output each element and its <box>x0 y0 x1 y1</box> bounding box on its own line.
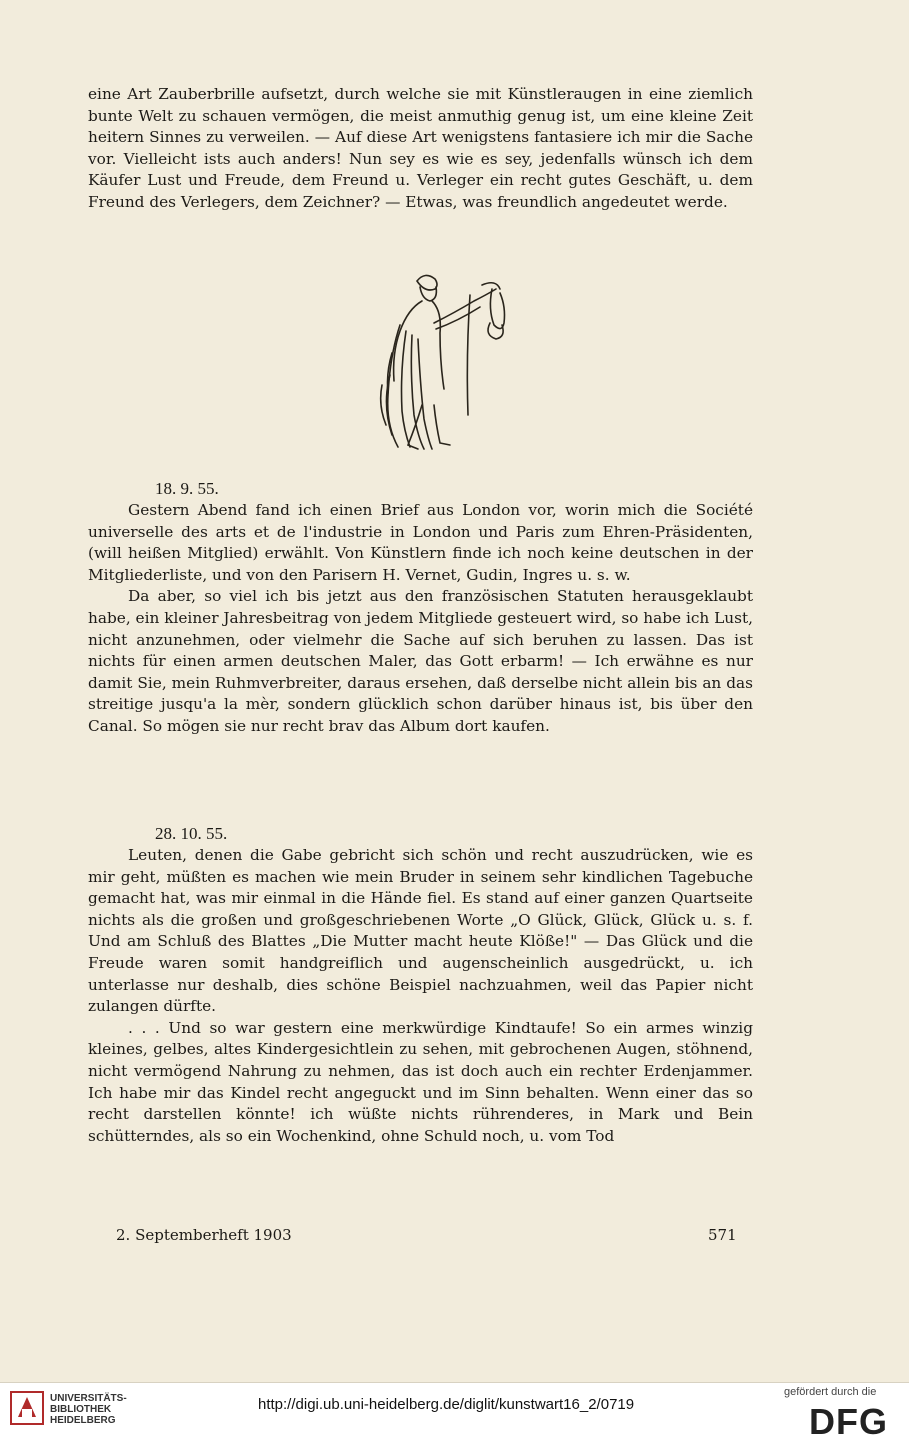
paragraph-text: . . . Und so war gestern eine merkwürdige Kindtaufe! So ein armes winzig kleines, gelbes, altes Kindergesichtlein zu sehen, mit gebrochenen Augen, stöhnend, nicht vermögend Nahrung zu nehmen, das ist doch auch ein rechter Erdenjammer. Ich habe mir das Kindel recht angeguckt und im Sinn behalten. Wenn einer das so recht darstellen könnte! ich wüßte nichts rührenderes, in Mark und Bein schütterndes, als so ein Wochenkind, ohne Schuld noch, u. vom Tod <box>88 1018 753 1145</box>
permalink-url[interactable]: http://digi.ub.uni-heidelberg.de/diglit/kunstwart16_2/0719 <box>258 1396 635 1413</box>
dfg-logo: DFG <box>809 1401 888 1442</box>
library-name: UNIVERSITÄTS- BIBLIOTHEK HEIDELBERG <box>50 1393 127 1426</box>
opening-paragraph <box>88 84 753 214</box>
viewer-footer-bar <box>0 1382 909 1449</box>
entry-1855-10-28 <box>88 823 753 1147</box>
page-number: 571 <box>708 1226 737 1244</box>
paragraph-text: Da aber, so viel ich bis jetzt aus den französischen Statuten herausgeklaubt habe, ein kleiner Jahresbeitrag von jedem Mitgliede gesteuert wird, so habe ich Lust, nicht anzunehmen, oder vielmehr die Sache auf sich beruhen zu lassen. Das ist nichts für einen armen deutschen Maler, das Gott erbarm! — Ich erwähne es nur damit Sie, mein Ruhmverbreiter, daraus ersehen, daß derselbe nicht allein bis an das streitige jusqu'a la mèr, sondern glücklich schon darüber hinaus ist, bis über den Canal. So mögen sie nur recht brav das Album dort kaufen. <box>88 587 753 735</box>
paragraph-text: Leuten, denen die Gabe gebricht sich schön und recht auszudrücken, wie es mir geht, müßten es machen wie mein Bruder in seinem sehr kindlichen Tagebuche gemacht hat, was mir einmal in die Hände fiel. Es stand auf einer ganzen Quartseite nichts als die großen und großgeschriebenen Worte „O Glück, Glück, Glück u. s. f. Und am Schluß des Blattes „Die Mutter macht heute Klöße!" — Das Glück und die Freude waren somit handgreiflich und augenscheinlich ausgedrückt, u. ich unterlasse nur deshalb, dies schöne Beispiel nachzuahmen, weil das Papier nicht zulangen dürfte. <box>88 846 753 1016</box>
funded-by-label: gefördert durch die <box>784 1386 877 1398</box>
paragraph-text: Gestern Abend fand ich einen Brief aus London vor, worin mich die Société universelle des arts et de l'industrie in London und Paris zum Ehren-Präsidenten, (will heißen Mitglied) erwählt. Von Künstlern finde ich noch keine deutschen in der Mitgliederliste, und von den Parisern H. Vernet, Gudin, Ingres u. s. w. <box>88 501 753 584</box>
entry-date: 18. 9. 55. <box>155 479 219 498</box>
issue-label: 2. Septemberheft 1903 <box>116 1226 292 1244</box>
entry-1855-09-18 <box>88 478 753 738</box>
sketch-illustration <box>362 265 530 463</box>
university-library-logo-icon <box>10 1391 44 1425</box>
paragraph-text: eine Art Zauberbrille aufsetzt, durch welche sie mit Künstleraugen in eine ziemlich bunte Welt zu schauen vermögen, die meist anmuthig genug ist, um eine kleine Zeit heitern Sinnes zu verweilen. — Auf diese Art wenigstens fantasiere ich mir die Sache vor. Vielleicht ists auch anders! Nun sey es wie es sey, jedenfalls wünsch ich dem Käufer Lust und Freude, dem Freund u. Verleger ein recht gutes Geschäft, u. dem Freund des Verlegers, dem Zeichner? — Etwas, was freundlich angedeutet werde. <box>88 85 753 211</box>
entry-date: 28. 10. 55. <box>155 824 228 843</box>
